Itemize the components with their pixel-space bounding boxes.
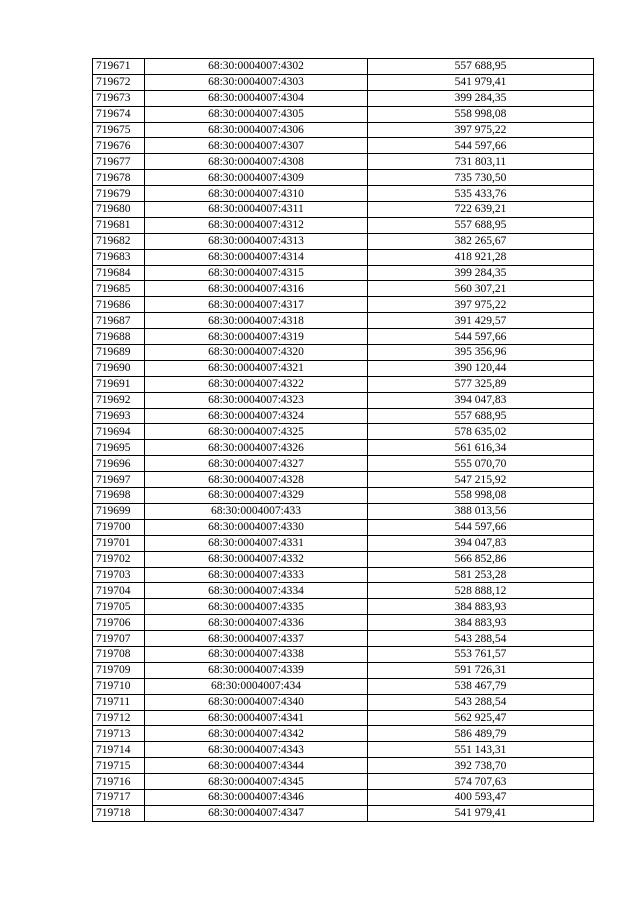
row-number-cell: 719716: [93, 774, 145, 790]
table-row: [93, 170, 594, 186]
cadastral-value-cell: 731 803,11: [368, 154, 594, 170]
table-row: [93, 456, 594, 472]
table-row: [93, 138, 594, 154]
cadastral-number-cell: 68:30:0004007:4317: [145, 297, 368, 313]
table-row: [93, 646, 594, 662]
table-row: [93, 726, 594, 742]
cadastral-value-cell: 561 616,34: [368, 440, 594, 456]
table-row: [93, 567, 594, 583]
cadastral-number-cell: 68:30:0004007:4334: [145, 583, 368, 599]
cadastral-value-cell: 566 852,86: [368, 551, 594, 567]
table-row: [93, 106, 594, 122]
cadastral-value-cell: 388 013,56: [368, 503, 594, 519]
table-row: [93, 392, 594, 408]
cadastral-number-cell: 68:30:0004007:434: [145, 678, 368, 694]
cadastral-value-cell: 399 284,35: [368, 265, 594, 281]
table-row: [93, 345, 594, 361]
row-number-cell: 719713: [93, 726, 145, 742]
row-number-cell: 719689: [93, 345, 145, 361]
cadastral-number-cell: 68:30:0004007:4346: [145, 789, 368, 805]
row-number-cell: 719702: [93, 551, 145, 567]
row-number-cell: 719686: [93, 297, 145, 313]
cadastral-value-cell: 543 288,54: [368, 631, 594, 647]
cadastral-number-cell: 68:30:0004007:4343: [145, 742, 368, 758]
cadastral-number-cell: 68:30:0004007:4304: [145, 90, 368, 106]
row-number-cell: 719676: [93, 138, 145, 154]
row-number-cell: 719697: [93, 472, 145, 488]
row-number-cell: 719690: [93, 360, 145, 376]
table-row: [93, 122, 594, 138]
row-number-cell: 719681: [93, 217, 145, 233]
row-number-cell: 719677: [93, 154, 145, 170]
cadastral-value-cell: 418 921,28: [368, 249, 594, 265]
row-number-cell: 719715: [93, 758, 145, 774]
cadastral-value-cell: 586 489,79: [368, 726, 594, 742]
cadastral-number-cell: 68:30:0004007:4305: [145, 106, 368, 122]
row-number-cell: 719694: [93, 424, 145, 440]
row-number-cell: 719693: [93, 408, 145, 424]
cadastral-value-cell: 392 738,70: [368, 758, 594, 774]
table-row: [93, 583, 594, 599]
table-row: [93, 440, 594, 456]
row-number-cell: 719678: [93, 170, 145, 186]
row-number-cell: 719712: [93, 710, 145, 726]
table-row: [93, 249, 594, 265]
cadastral-number-cell: 68:30:0004007:4347: [145, 805, 368, 821]
cadastral-value-cell: 544 597,66: [368, 519, 594, 535]
cadastral-value-cell: 384 883,93: [368, 615, 594, 631]
table-row: [93, 710, 594, 726]
row-number-cell: 719705: [93, 599, 145, 615]
table-row: [93, 774, 594, 790]
row-number-cell: 719701: [93, 535, 145, 551]
table-row: [93, 202, 594, 218]
cadastral-number-cell: 68:30:0004007:4308: [145, 154, 368, 170]
table-row: [93, 360, 594, 376]
row-number-cell: 719710: [93, 678, 145, 694]
cadastral-number-cell: 68:30:0004007:4309: [145, 170, 368, 186]
cadastral-value-cell: 382 265,67: [368, 233, 594, 249]
cadastral-number-cell: 68:30:0004007:4310: [145, 186, 368, 202]
row-number-cell: 719708: [93, 646, 145, 662]
row-number-cell: 719717: [93, 789, 145, 805]
table-body: [93, 59, 594, 822]
row-number-cell: 719691: [93, 376, 145, 392]
table-row: [93, 313, 594, 329]
row-number-cell: 719704: [93, 583, 145, 599]
table-row: [93, 678, 594, 694]
cadastral-number-cell: 68:30:0004007:4306: [145, 122, 368, 138]
table-row: [93, 551, 594, 567]
table-row: [93, 217, 594, 233]
cadastral-number-cell: 68:30:0004007:4324: [145, 408, 368, 424]
cadastral-number-cell: 68:30:0004007:4323: [145, 392, 368, 408]
table-row: [93, 74, 594, 90]
cadastral-value-cell: 557 688,95: [368, 408, 594, 424]
cadastral-number-cell: 68:30:0004007:4320: [145, 345, 368, 361]
table-row: [93, 519, 594, 535]
cadastral-value-cell: 735 730,50: [368, 170, 594, 186]
row-number-cell: 719698: [93, 488, 145, 504]
cadastral-value-cell: 551 143,31: [368, 742, 594, 758]
row-number-cell: 719703: [93, 567, 145, 583]
cadastral-value-table: [92, 58, 594, 822]
table-row: [93, 805, 594, 821]
cadastral-value-cell: 557 688,95: [368, 59, 594, 75]
table-row: [93, 59, 594, 75]
table-row: [93, 424, 594, 440]
cadastral-number-cell: 68:30:0004007:4341: [145, 710, 368, 726]
row-number-cell: 719688: [93, 329, 145, 345]
cadastral-value-cell: 399 284,35: [368, 90, 594, 106]
row-number-cell: 719718: [93, 805, 145, 821]
cadastral-number-cell: 68:30:0004007:4335: [145, 599, 368, 615]
table-row: [93, 297, 594, 313]
table-row: [93, 488, 594, 504]
cadastral-number-cell: 68:30:0004007:4345: [145, 774, 368, 790]
table-row: [93, 789, 594, 805]
cadastral-number-cell: 68:30:0004007:4307: [145, 138, 368, 154]
row-number-cell: 719684: [93, 265, 145, 281]
table-row: [93, 631, 594, 647]
row-number-cell: 719696: [93, 456, 145, 472]
cadastral-value-cell: 395 356,96: [368, 345, 594, 361]
cadastral-number-cell: 68:30:0004007:4339: [145, 662, 368, 678]
cadastral-value-cell: 528 888,12: [368, 583, 594, 599]
cadastral-number-cell: 68:30:0004007:433: [145, 503, 368, 519]
row-number-cell: 719707: [93, 631, 145, 647]
table-row: [93, 503, 594, 519]
cadastral-value-cell: 562 925,47: [368, 710, 594, 726]
cadastral-value-cell: 557 688,95: [368, 217, 594, 233]
row-number-cell: 719680: [93, 202, 145, 218]
table-row: [93, 615, 594, 631]
cadastral-value-cell: 391 429,57: [368, 313, 594, 329]
row-number-cell: 719674: [93, 106, 145, 122]
row-number-cell: 719673: [93, 90, 145, 106]
row-number-cell: 719714: [93, 742, 145, 758]
table-row: [93, 742, 594, 758]
row-number-cell: 719711: [93, 694, 145, 710]
cadastral-value-cell: 578 635,02: [368, 424, 594, 440]
row-number-cell: 719692: [93, 392, 145, 408]
table-row: [93, 408, 594, 424]
cadastral-number-cell: 68:30:0004007:4325: [145, 424, 368, 440]
cadastral-number-cell: 68:30:0004007:4340: [145, 694, 368, 710]
cadastral-number-cell: 68:30:0004007:4316: [145, 281, 368, 297]
row-number-cell: 719709: [93, 662, 145, 678]
cadastral-number-cell: 68:30:0004007:4314: [145, 249, 368, 265]
cadastral-value-cell: 722 639,21: [368, 202, 594, 218]
cadastral-number-cell: 68:30:0004007:4302: [145, 59, 368, 75]
cadastral-value-cell: 397 975,22: [368, 122, 594, 138]
row-number-cell: 719675: [93, 122, 145, 138]
cadastral-number-cell: 68:30:0004007:4328: [145, 472, 368, 488]
cadastral-value-cell: 541 979,41: [368, 805, 594, 821]
cadastral-value-cell: 574 707,63: [368, 774, 594, 790]
table-row: [93, 376, 594, 392]
cadastral-value-cell: 558 998,08: [368, 106, 594, 122]
cadastral-number-cell: 68:30:0004007:4329: [145, 488, 368, 504]
row-number-cell: 719700: [93, 519, 145, 535]
cadastral-value-cell: 544 597,66: [368, 138, 594, 154]
table-row: [93, 472, 594, 488]
row-number-cell: 719695: [93, 440, 145, 456]
cadastral-number-cell: 68:30:0004007:4342: [145, 726, 368, 742]
row-number-cell: 719671: [93, 59, 145, 75]
row-number-cell: 719683: [93, 249, 145, 265]
table-row: [93, 662, 594, 678]
cadastral-value-cell: 384 883,93: [368, 599, 594, 615]
cadastral-number-cell: 68:30:0004007:4338: [145, 646, 368, 662]
table-row: [93, 535, 594, 551]
row-number-cell: 719685: [93, 281, 145, 297]
cadastral-value-cell: 558 998,08: [368, 488, 594, 504]
cadastral-number-cell: 68:30:0004007:4322: [145, 376, 368, 392]
cadastral-number-cell: 68:30:0004007:4337: [145, 631, 368, 647]
row-number-cell: 719679: [93, 186, 145, 202]
cadastral-value-cell: 400 593,47: [368, 789, 594, 805]
cadastral-number-cell: 68:30:0004007:4312: [145, 217, 368, 233]
cadastral-number-cell: 68:30:0004007:4344: [145, 758, 368, 774]
cadastral-value-cell: 543 288,54: [368, 694, 594, 710]
table-row: [93, 186, 594, 202]
cadastral-number-cell: 68:30:0004007:4326: [145, 440, 368, 456]
cadastral-number-cell: 68:30:0004007:4331: [145, 535, 368, 551]
row-number-cell: 719699: [93, 503, 145, 519]
cadastral-value-cell: 390 120,44: [368, 360, 594, 376]
cadastral-number-cell: 68:30:0004007:4318: [145, 313, 368, 329]
cadastral-value-cell: 394 047,83: [368, 392, 594, 408]
cadastral-value-cell: 547 215,92: [368, 472, 594, 488]
cadastral-value-cell: 538 467,79: [368, 678, 594, 694]
cadastral-value-cell: 560 307,21: [368, 281, 594, 297]
cadastral-value-cell: 535 433,76: [368, 186, 594, 202]
table-row: [93, 758, 594, 774]
row-number-cell: 719706: [93, 615, 145, 631]
row-number-cell: 719687: [93, 313, 145, 329]
cadastral-number-cell: 68:30:0004007:4333: [145, 567, 368, 583]
cadastral-value-cell: 555 070,70: [368, 456, 594, 472]
table-row: [93, 599, 594, 615]
cadastral-value-cell: 581 253,28: [368, 567, 594, 583]
table-row: [93, 265, 594, 281]
cadastral-value-cell: 553 761,57: [368, 646, 594, 662]
cadastral-number-cell: 68:30:0004007:4319: [145, 329, 368, 345]
cadastral-number-cell: 68:30:0004007:4321: [145, 360, 368, 376]
table-row: [93, 90, 594, 106]
row-number-cell: 719672: [93, 74, 145, 90]
table-row: [93, 281, 594, 297]
row-number-cell: 719682: [93, 233, 145, 249]
cadastral-number-cell: 68:30:0004007:4336: [145, 615, 368, 631]
cadastral-value-cell: 591 726,31: [368, 662, 594, 678]
table-row: [93, 154, 594, 170]
cadastral-number-cell: 68:30:0004007:4327: [145, 456, 368, 472]
cadastral-number-cell: 68:30:0004007:4313: [145, 233, 368, 249]
table-row: [93, 329, 594, 345]
cadastral-number-cell: 68:30:0004007:4332: [145, 551, 368, 567]
cadastral-value-cell: 541 979,41: [368, 74, 594, 90]
cadastral-number-cell: 68:30:0004007:4303: [145, 74, 368, 90]
cadastral-value-cell: 394 047,83: [368, 535, 594, 551]
cadastral-number-cell: 68:30:0004007:4311: [145, 202, 368, 218]
table-row: [93, 694, 594, 710]
cadastral-value-cell: 577 325,89: [368, 376, 594, 392]
cadastral-value-cell: 397 975,22: [368, 297, 594, 313]
cadastral-number-cell: 68:30:0004007:4315: [145, 265, 368, 281]
cadastral-value-cell: 544 597,66: [368, 329, 594, 345]
table-row: [93, 233, 594, 249]
cadastral-number-cell: 68:30:0004007:4330: [145, 519, 368, 535]
